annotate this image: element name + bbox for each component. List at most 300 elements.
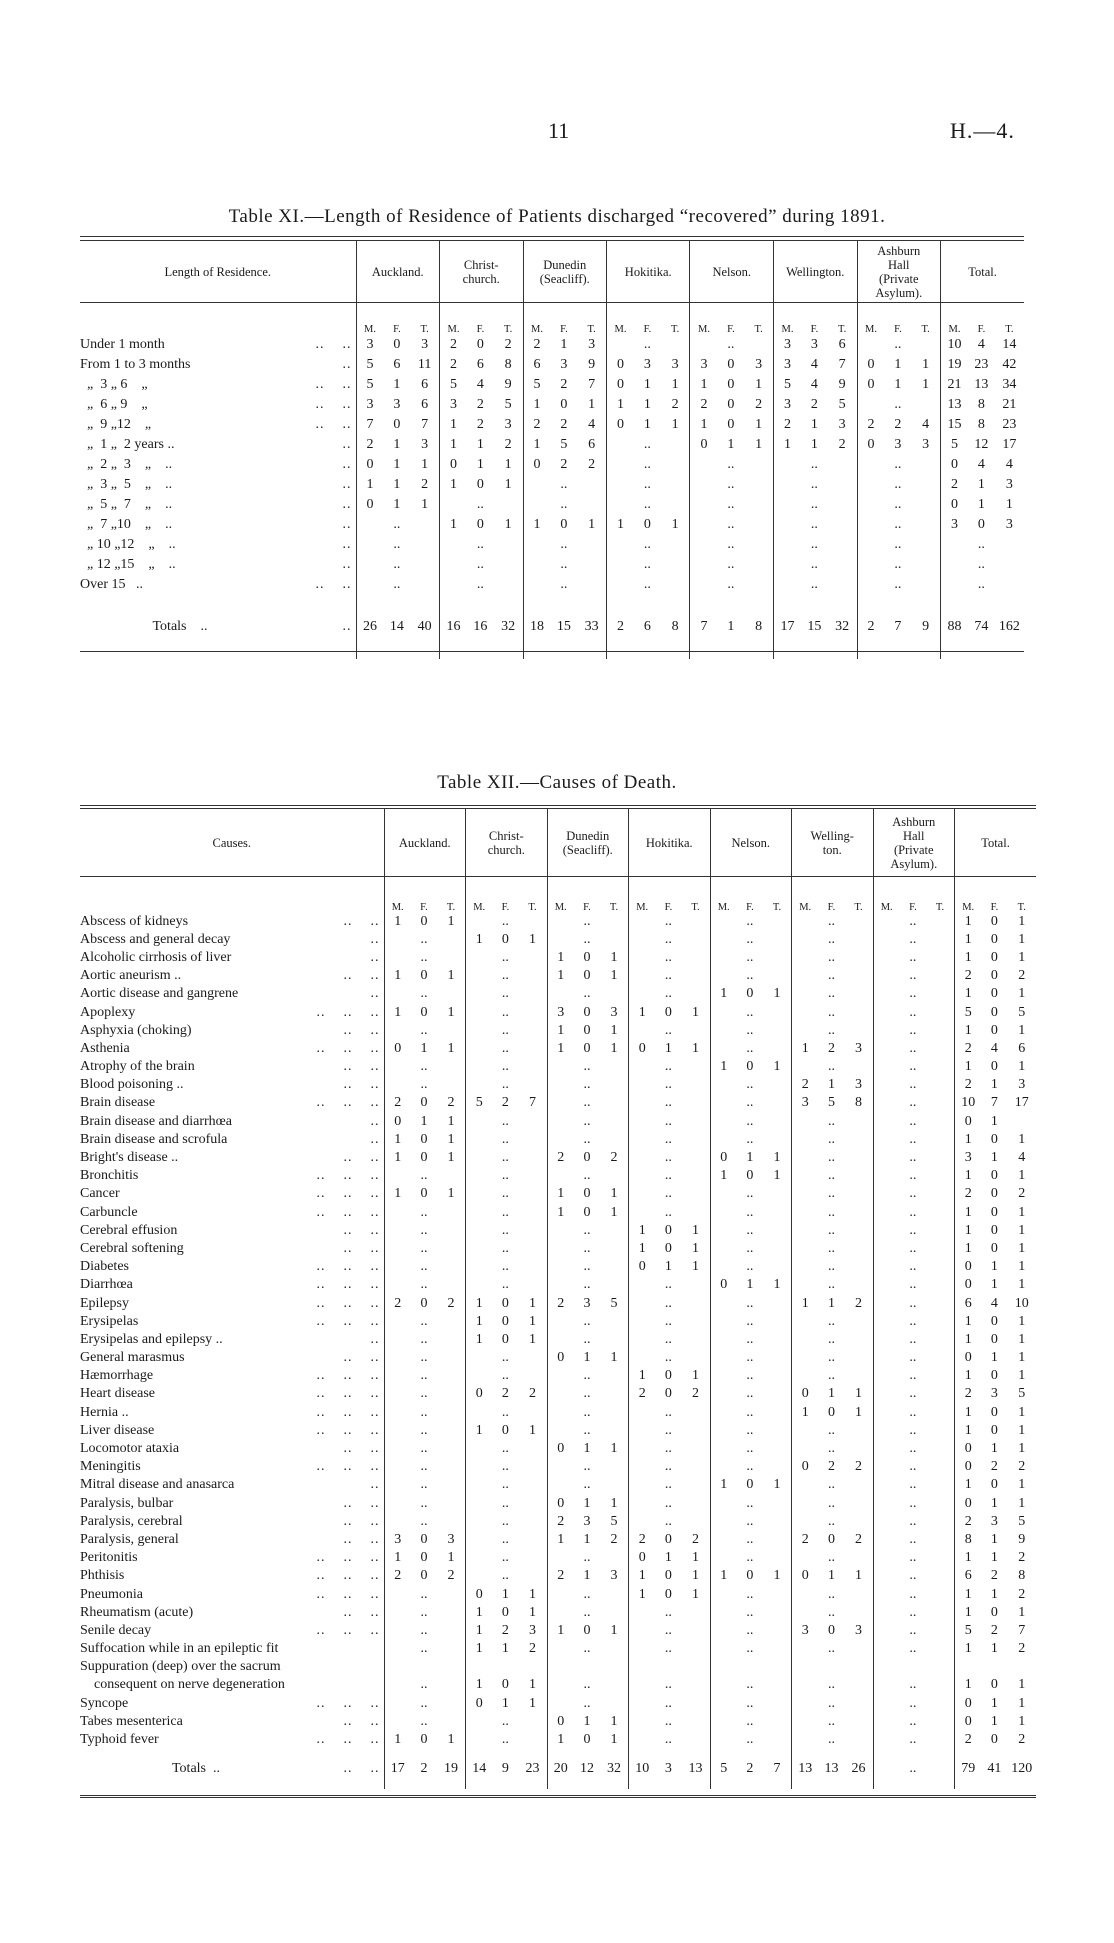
table-row [80, 515, 1024, 535]
count-cell: 1 [610, 1441, 618, 1457]
count-cell: 1 [955, 1204, 982, 1222]
count-cell [600, 1549, 629, 1567]
count-cell [763, 1113, 792, 1131]
row-label: Tabes mesenterica [80, 1713, 183, 1729]
count-cell: 1 [773, 1568, 781, 1584]
sex-subheader: M. [523, 303, 551, 335]
count-cell [873, 1440, 900, 1458]
table-row [80, 1331, 1036, 1349]
count-cell: 10 [629, 1749, 656, 1789]
count-cell: 4 [810, 356, 818, 372]
table-row [80, 355, 1024, 375]
count-cell [792, 1695, 819, 1713]
count-cell [774, 575, 802, 595]
count-cell [606, 475, 634, 495]
count-cell: 3 [838, 416, 846, 432]
column-header-line: Dunedin [543, 257, 587, 272]
count-cell [763, 1240, 792, 1258]
count-cell: 1 [447, 913, 455, 929]
count-cell [518, 1204, 547, 1222]
count-cell: .. [501, 1040, 509, 1056]
count-cell: 0 [941, 495, 969, 515]
count-cell: 1 [990, 1277, 998, 1293]
row-label: Senile decay [80, 1622, 152, 1638]
sex-subheader: F. [810, 323, 819, 335]
count-cell [926, 1495, 955, 1513]
count-cell: 2 [990, 1568, 998, 1584]
count-cell [681, 1131, 710, 1149]
column-header-line: Ashburn [892, 814, 936, 829]
count-cell: 0 [990, 1022, 998, 1038]
count-cell: 6 [523, 355, 551, 375]
count-cell [873, 1258, 900, 1276]
row-label: Under 1 month [80, 336, 165, 352]
leader-dots: .. [342, 436, 352, 452]
leader-dots: .. .. .. [316, 1732, 380, 1748]
count-cell: .. [909, 1022, 917, 1038]
count-cell [710, 1204, 737, 1222]
count-cell: .. [560, 536, 568, 552]
count-cell: 2 [955, 1385, 982, 1403]
count-cell: 0 [990, 913, 998, 929]
count-cell: 0 [547, 1713, 574, 1731]
count-cell: 6 [955, 1294, 982, 1312]
count-cell: 1 [384, 1149, 411, 1167]
count-cell [492, 1658, 518, 1676]
count-cell [857, 575, 885, 595]
count-cell: 1 [990, 1713, 998, 1729]
count-cell [681, 1076, 710, 1094]
count-cell [600, 1367, 629, 1385]
row-label: „ 5 „ 7 „ .. [80, 496, 173, 512]
count-cell: 0 [664, 1222, 672, 1238]
count-cell [844, 1149, 873, 1167]
sex-subheader: M. [547, 877, 574, 913]
count-cell [792, 1331, 819, 1349]
count-cell: .. [664, 913, 672, 929]
count-cell [547, 913, 574, 931]
count-cell: 5 [466, 1094, 493, 1112]
table-row [80, 949, 1036, 967]
count-cell: 1 [1018, 1331, 1026, 1347]
count-cell [710, 1294, 737, 1312]
table-xi-top-rule [80, 236, 1024, 237]
count-cell: .. [420, 1059, 428, 1075]
count-cell: 7 [773, 1761, 781, 1777]
count-cell: 1 [955, 1549, 982, 1567]
count-cell [518, 1658, 547, 1676]
count-cell: .. [810, 456, 818, 472]
count-cell: 1 [629, 1240, 656, 1258]
count-cell: 7 [690, 595, 718, 659]
count-cell: 0 [420, 1295, 428, 1311]
count-cell [629, 1349, 656, 1367]
column-header [955, 809, 1037, 877]
table-row [80, 1640, 1036, 1658]
count-cell [828, 555, 857, 575]
count-cell: 1 [955, 1585, 982, 1603]
count-cell [926, 1695, 955, 1713]
count-cell: 1 [727, 618, 735, 634]
count-cell [466, 949, 493, 967]
count-cell [629, 1495, 656, 1513]
count-cell [873, 967, 900, 985]
table-row [80, 1258, 1036, 1276]
count-cell: 1 [523, 435, 551, 455]
row-label: Brain disease [80, 1095, 156, 1111]
count-cell [710, 1658, 737, 1676]
count-cell: 1 [501, 1695, 509, 1711]
row-label: Phthisis [80, 1568, 125, 1584]
count-cell [681, 913, 710, 931]
count-cell: .. [420, 1495, 428, 1511]
row-label: „ 6 „ 9 „ [80, 396, 148, 412]
count-cell: 2 [1018, 1459, 1026, 1475]
count-cell [629, 1622, 656, 1640]
count-cell [629, 985, 656, 1003]
count-cell [466, 967, 493, 985]
count-cell: 9 [838, 376, 846, 392]
count-cell: 1 [773, 986, 781, 1002]
count-cell: .. [664, 1604, 672, 1620]
count-cell: 0 [827, 1531, 835, 1547]
count-cell [600, 1276, 629, 1294]
count-cell [911, 555, 940, 575]
count-cell [774, 495, 802, 515]
count-cell: 19 [941, 355, 969, 375]
count-cell: .. [909, 1259, 917, 1275]
count-cell: 2 [560, 416, 568, 432]
count-cell: .. [909, 931, 917, 947]
count-cell: 3 [447, 1531, 455, 1547]
count-cell [518, 1113, 547, 1131]
count-cell [437, 1440, 466, 1458]
count-cell: 10 [941, 335, 969, 355]
count-cell [384, 1076, 411, 1094]
row-label: Peritonitis [80, 1550, 138, 1566]
column-header-line: (Private [893, 842, 934, 857]
count-cell [926, 1094, 955, 1112]
count-cell: 5 [955, 1003, 982, 1021]
count-cell: 0 [746, 1059, 754, 1075]
count-cell [844, 1549, 873, 1567]
count-cell: .. [827, 1713, 835, 1729]
count-cell [763, 1640, 792, 1658]
count-cell [873, 1313, 900, 1331]
count-cell: 2 [671, 396, 679, 412]
count-cell [744, 475, 773, 495]
table-row [80, 1422, 1036, 1440]
count-cell: 4 [588, 416, 596, 432]
count-cell [384, 1640, 411, 1658]
count-cell [681, 1167, 710, 1185]
count-cell: 1 [439, 475, 467, 495]
count-cell: 7 [838, 356, 846, 372]
count-cell: .. [746, 1331, 754, 1347]
count-cell: 2 [746, 1761, 754, 1777]
count-cell: .. [583, 1586, 591, 1602]
count-cell [844, 1658, 873, 1676]
count-cell: 1 [629, 1003, 656, 1021]
count-cell [710, 1022, 737, 1040]
table-row [80, 1113, 1036, 1131]
count-cell: .. [827, 931, 835, 947]
totals-row [80, 1749, 1036, 1789]
leader-dots: .. .. [343, 1059, 380, 1075]
count-cell: 1 [384, 1003, 411, 1021]
count-cell [763, 1422, 792, 1440]
count-cell: 1 [977, 496, 985, 512]
count-cell: .. [746, 1368, 754, 1384]
count-cell: 1 [671, 416, 679, 432]
count-cell [439, 555, 467, 575]
count-cell: .. [664, 1495, 672, 1511]
count-cell [547, 1604, 574, 1622]
count-cell [547, 1240, 574, 1258]
count-cell: .. [746, 1095, 754, 1111]
count-cell [873, 1022, 900, 1040]
count-cell: 1 [691, 1586, 699, 1602]
count-cell [710, 1349, 737, 1367]
count-cell: 3 [1018, 1077, 1026, 1093]
count-cell: 0 [501, 1604, 509, 1620]
count-cell: 0 [664, 1568, 672, 1584]
count-cell: 9 [504, 376, 512, 392]
table-row [80, 575, 1024, 595]
table-row [80, 1294, 1036, 1312]
count-cell [547, 1331, 574, 1349]
column-header [523, 241, 606, 303]
sex-subheader: M. [356, 303, 384, 335]
count-cell: 162 [998, 618, 1020, 634]
count-cell: 3 [990, 1513, 998, 1529]
count-cell [437, 1713, 466, 1731]
count-cell: .. [664, 1095, 672, 1111]
count-cell: 0 [792, 1385, 819, 1403]
count-cell: 1 [990, 1586, 998, 1602]
count-cell [518, 1458, 547, 1476]
count-cell: 0 [420, 1004, 428, 1020]
count-cell [844, 1713, 873, 1731]
count-cell: 2 [560, 456, 568, 472]
count-cell: 1 [990, 1259, 998, 1275]
count-cell [547, 1640, 574, 1658]
count-cell [577, 475, 606, 495]
table-row [80, 1022, 1036, 1040]
count-cell: .. [643, 436, 651, 452]
count-cell [437, 1349, 466, 1367]
count-cell [844, 1240, 873, 1258]
count-cell: 0 [606, 375, 634, 395]
count-cell: 13 [941, 395, 969, 415]
count-cell: 1 [773, 1059, 781, 1075]
count-cell: 8 [504, 356, 512, 372]
count-cell: 1 [421, 496, 429, 512]
count-cell: 1 [547, 1531, 574, 1549]
count-cell: 1 [1018, 1022, 1026, 1038]
count-cell: .. [746, 1695, 754, 1711]
count-cell [710, 913, 737, 931]
count-cell [690, 455, 718, 475]
leader-dots: .. [370, 1477, 380, 1493]
leader-dots: .. .. .. [316, 1404, 380, 1420]
count-cell [911, 335, 940, 355]
count-cell [873, 1167, 900, 1185]
row-label: Hernia .. [80, 1404, 129, 1420]
sex-subheader: F. [664, 901, 673, 913]
count-cell [600, 1131, 629, 1149]
count-cell [926, 1204, 955, 1222]
count-cell: 1 [466, 1294, 493, 1312]
count-cell [710, 1385, 737, 1403]
count-cell: .. [827, 1441, 835, 1457]
count-cell [600, 1076, 629, 1094]
count-cell: .. [643, 536, 651, 552]
count-cell: .. [501, 1204, 509, 1220]
leader-dots: .. .. [315, 396, 352, 412]
count-cell: .. [909, 1040, 917, 1056]
count-cell: .. [746, 1422, 754, 1438]
table-xi-title: Table XI.—Length of Residence of Patients discharged “recovered” during 1891. [228, 206, 886, 227]
count-cell [844, 1058, 873, 1076]
count-cell: .. [909, 1441, 917, 1457]
count-cell: .. [583, 1550, 591, 1566]
count-cell [926, 1258, 955, 1276]
count-cell: 2 [774, 415, 802, 435]
count-cell: .. [746, 1113, 754, 1129]
count-cell: 0 [420, 1150, 428, 1166]
count-cell [384, 1222, 411, 1240]
count-cell: .. [643, 496, 651, 512]
count-cell: .. [664, 1695, 672, 1711]
count-cell: 1 [588, 396, 596, 412]
count-cell: 1 [827, 1568, 835, 1584]
row-label: Bronchitis [80, 1168, 139, 1184]
count-cell: .. [909, 913, 917, 929]
row-label: Cancer [80, 1186, 120, 1202]
count-cell: 8 [755, 618, 763, 634]
count-cell [518, 1058, 547, 1076]
count-cell: 0 [727, 396, 735, 412]
count-cell [710, 1549, 737, 1567]
count-cell: .. [560, 556, 568, 572]
count-cell [661, 555, 690, 575]
leader-dots: .. .. [343, 1441, 380, 1457]
count-cell [690, 495, 718, 515]
count-cell: 2 [523, 415, 551, 435]
count-cell [857, 535, 885, 555]
count-cell: 2 [439, 355, 467, 375]
count-cell [844, 985, 873, 1003]
count-cell: 2 [606, 595, 634, 659]
count-cell [981, 1658, 1007, 1676]
count-cell [518, 1076, 547, 1094]
count-cell: 1 [1018, 1695, 1026, 1711]
count-cell: .. [643, 456, 651, 472]
row-label: Brain disease and scrofula [80, 1131, 228, 1147]
count-cell [518, 1131, 547, 1149]
count-cell [873, 1622, 900, 1640]
count-cell: 0 [356, 495, 384, 515]
count-cell [710, 967, 737, 985]
count-cell [547, 1549, 574, 1567]
count-cell: .. [501, 1441, 509, 1457]
count-cell: 1 [583, 1568, 591, 1584]
count-cell: 4 [1018, 1150, 1026, 1166]
count-cell: 3 [528, 1622, 536, 1638]
count-cell [792, 1349, 819, 1367]
count-cell: 0 [955, 1258, 982, 1276]
count-cell: 1 [528, 1604, 536, 1620]
count-cell [655, 1658, 681, 1676]
count-cell [681, 1349, 710, 1367]
count-cell [710, 1713, 737, 1731]
count-cell: 2 [691, 1531, 699, 1547]
count-cell: 0 [941, 455, 969, 475]
table-row [80, 1167, 1036, 1185]
count-cell: 1 [393, 456, 401, 472]
count-cell: 1 [955, 1222, 982, 1240]
count-cell: 1 [629, 1222, 656, 1240]
count-cell [629, 1276, 656, 1294]
count-cell: .. [501, 1477, 509, 1493]
count-cell: .. [909, 1513, 917, 1529]
count-cell: 3 [439, 395, 467, 415]
count-cell [744, 535, 773, 555]
count-cell [518, 1185, 547, 1203]
count-cell [744, 515, 773, 535]
sex-subheader: M. [955, 877, 982, 913]
count-cell [763, 1622, 792, 1640]
count-cell: 17 [384, 1749, 411, 1789]
count-cell [857, 495, 885, 515]
count-cell: .. [827, 1732, 835, 1748]
sex-subheader: M. [873, 877, 900, 913]
count-cell [926, 1240, 955, 1258]
count-cell [681, 985, 710, 1003]
count-cell [857, 515, 885, 535]
count-cell: 0 [990, 1604, 998, 1620]
count-cell [518, 1476, 547, 1494]
count-cell: 0 [501, 1677, 509, 1693]
row-label: Syncope [80, 1695, 129, 1711]
count-cell [926, 931, 955, 949]
count-cell: 0 [955, 1113, 982, 1131]
count-cell: .. [583, 1259, 591, 1275]
count-cell: .. [664, 986, 672, 1002]
count-cell: 0 [476, 476, 484, 492]
count-cell [744, 575, 773, 595]
count-cell: 0 [727, 416, 735, 432]
count-cell [577, 495, 606, 515]
count-cell: 1 [447, 1004, 455, 1020]
count-cell: .. [583, 1277, 591, 1293]
count-cell [606, 455, 634, 475]
count-cell: 2 [838, 436, 846, 452]
count-cell: 1 [955, 949, 982, 967]
sex-subheader: T. [921, 323, 930, 335]
count-cell: 1 [583, 1713, 591, 1729]
count-cell [710, 1367, 737, 1385]
count-cell: 1 [356, 475, 384, 495]
count-cell: .. [909, 1568, 917, 1584]
count-cell [523, 575, 551, 595]
count-cell [681, 1640, 710, 1658]
count-cell: 1 [547, 1731, 574, 1749]
count-cell: 3 [774, 335, 802, 355]
count-cell: .. [664, 1059, 672, 1075]
table-row [80, 1367, 1036, 1385]
